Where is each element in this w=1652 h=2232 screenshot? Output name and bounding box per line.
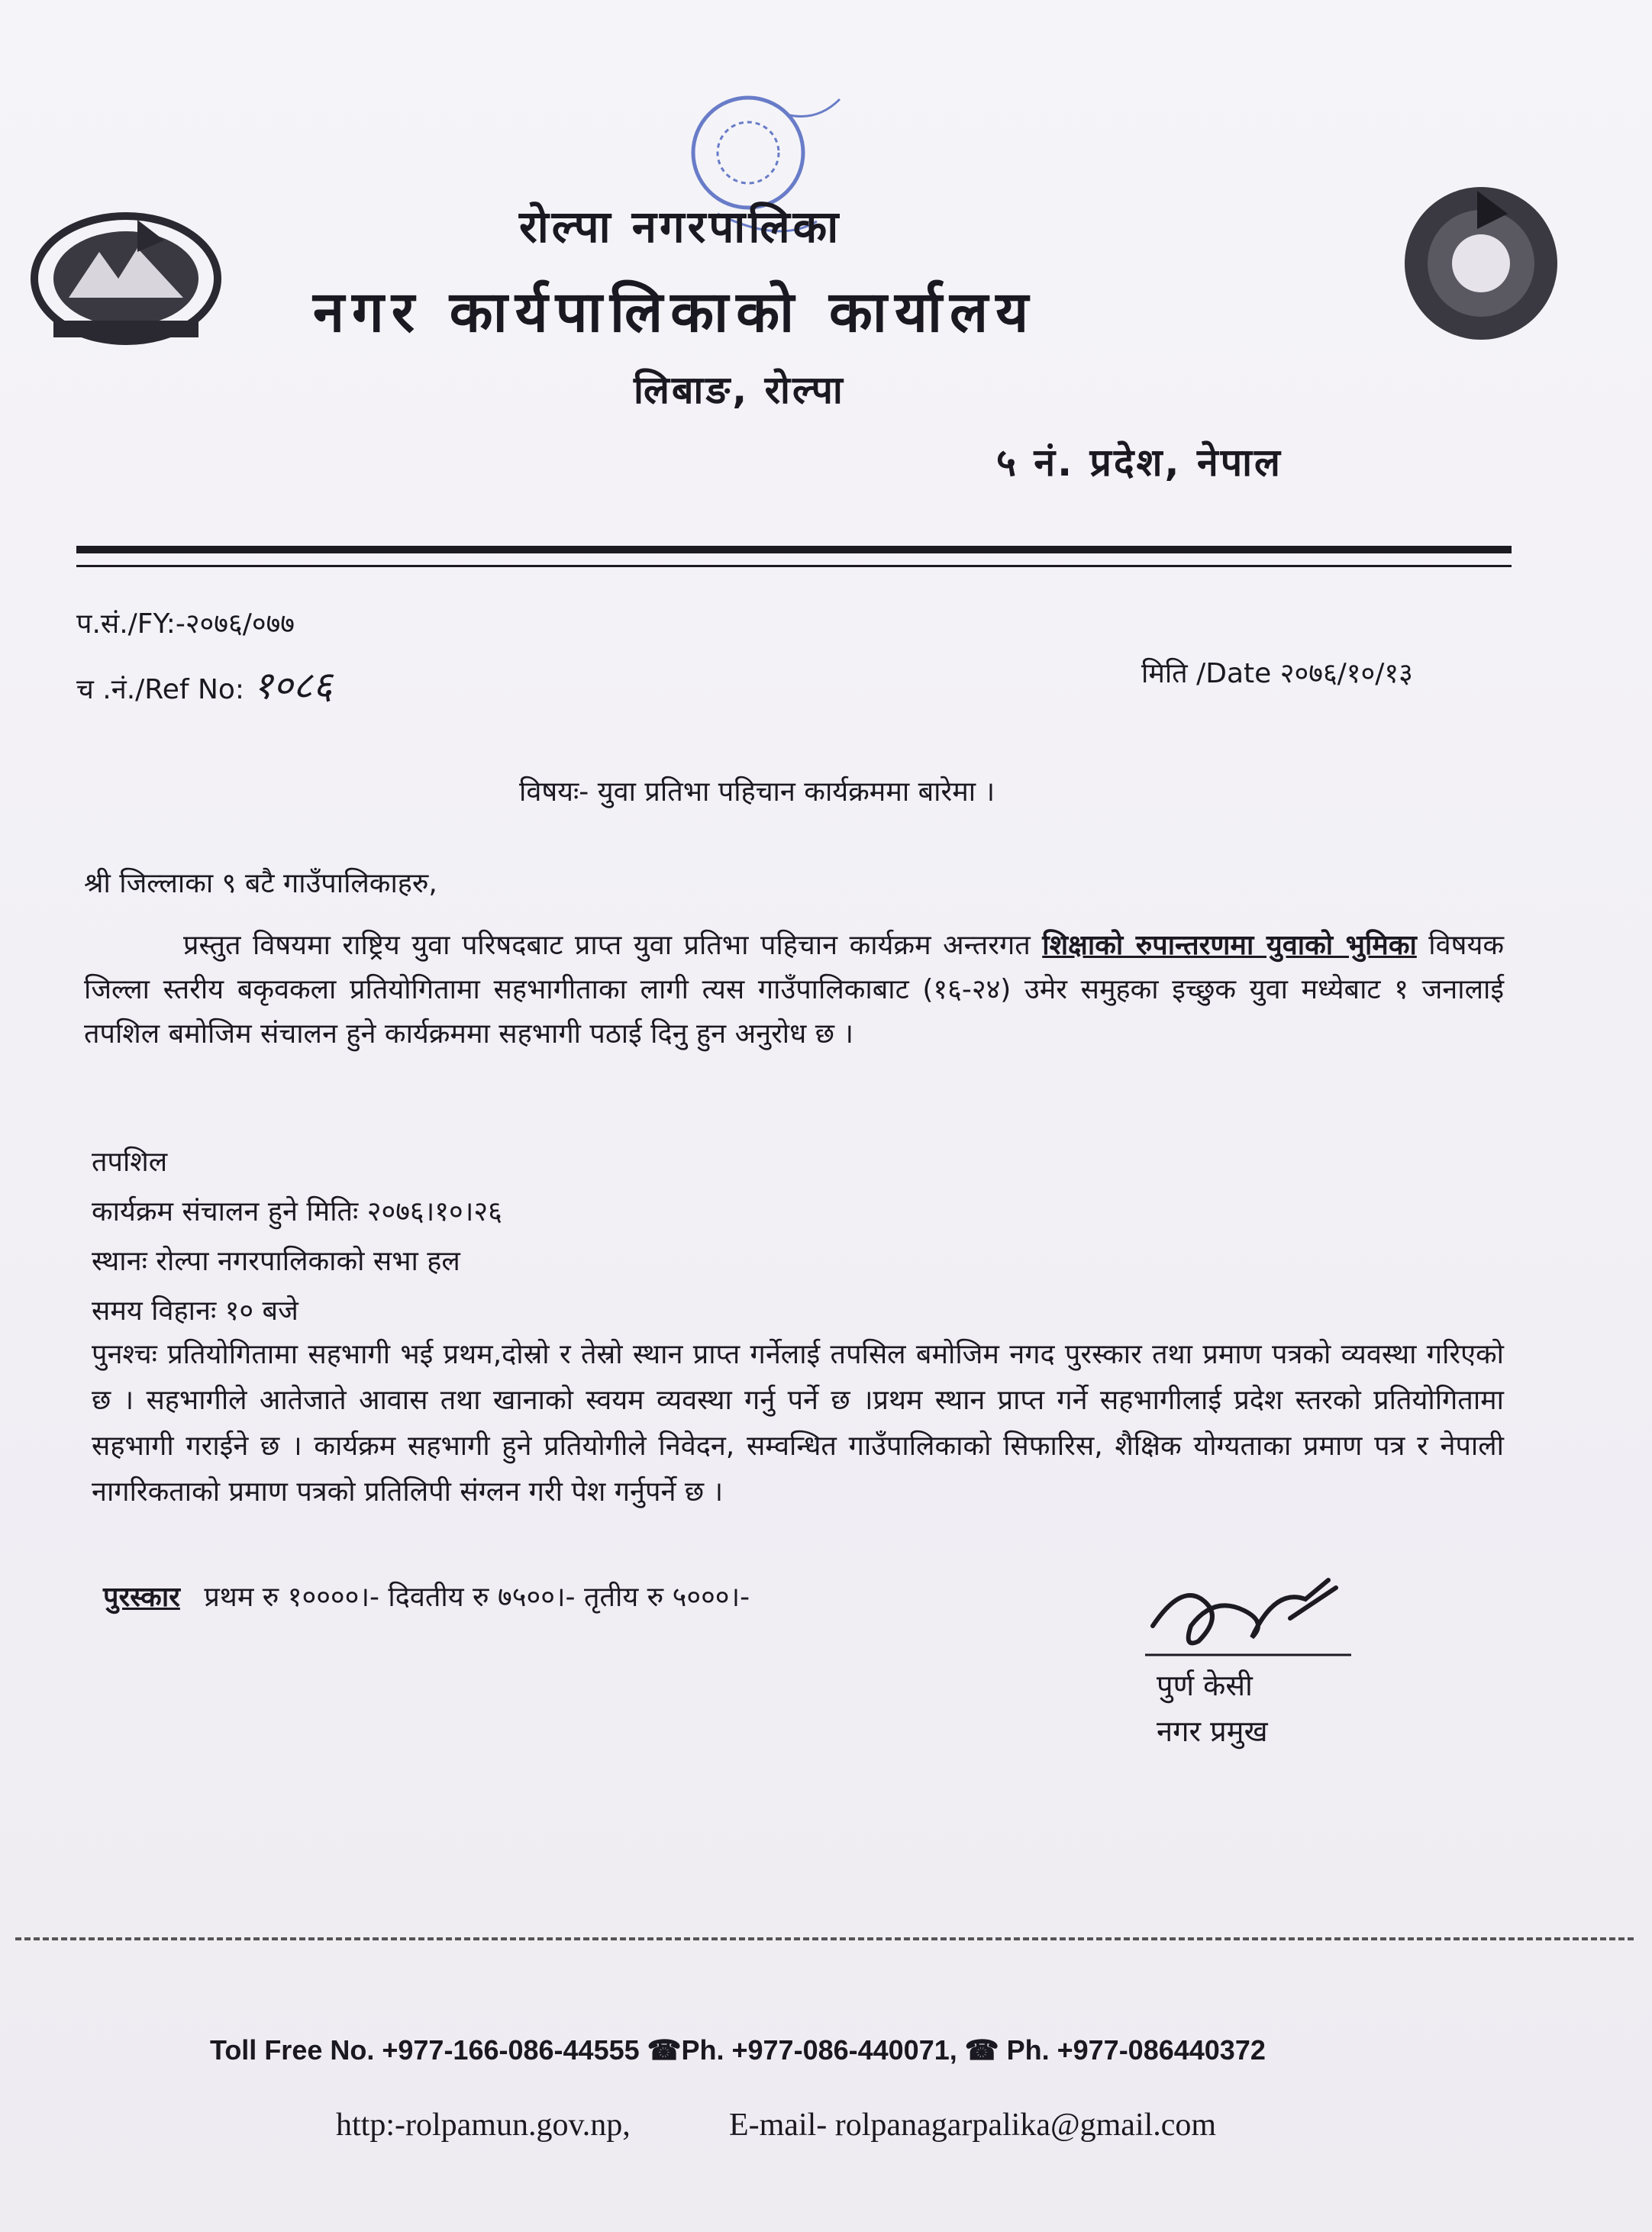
prize-line: [103, 1576, 750, 1619]
date-label: मिति /Date: [1141, 658, 1272, 689]
footer-email: E-mail- rolpanagarpalika@gmail.com: [729, 2108, 1217, 2143]
municipality-name: रोल्पा नगरपालिका: [519, 201, 842, 253]
nepal-emblem-logo: [23, 206, 229, 351]
office-name: नगर कार्यपालिकाको कार्यालय: [313, 279, 1037, 345]
body-paragraph: [84, 924, 1504, 1056]
signatory-title: नगर प्रमुख: [1157, 1714, 1268, 1748]
letter-date: [1141, 653, 1413, 695]
prize-amounts: प्रथम रु १००००।- दिवतीय रु ७५००।- तृतीय रु ५०००।-: [204, 1582, 750, 1613]
ref-label: च .नं./Ref No:: [76, 674, 245, 705]
footer-divider: [15, 1937, 1634, 1940]
letter-subject: विषयः- युवा प्रतिभा पहिचान कार्यक्रममा बारेमा ।: [519, 776, 995, 808]
program-topic: शिक्षाको रुपान्तरणमा युवाको भुमिका: [1042, 930, 1417, 961]
footer-phone-numbers: Toll Free No. +977-166-086-44555 ☎Ph. +977-086-440071, ☎ Ph. +977-086440372: [210, 2034, 1266, 2066]
office-location: लिबाङ, रोल्पा: [634, 368, 845, 412]
province-label: ५ नं. प्रदेश, नेपाल: [996, 440, 1283, 485]
handwritten-signature: [1137, 1557, 1359, 1664]
footer-website: http:-rolpamun.gov.np,: [336, 2108, 631, 2143]
program-venue: स्थानः रोल्पा नगरपालिकाको सभा हल: [92, 1246, 460, 1277]
signatory-name: पुर्ण केसी: [1157, 1669, 1253, 1702]
date-value: २०७६/१०/१३: [1279, 658, 1413, 689]
ref-handwritten-value: १०८६: [253, 663, 333, 708]
salutation: श्री जिल्लाका ९ बटै गाउँपालिकाहरु,: [84, 868, 437, 899]
paragraph-part-b: विषयक जिल्ला स्तरीय बकृवकला प्रतियोगितामा सहभागीताका लागी त्यस गाउँपालिकाबाट (१६-२४) उमेर समुहका इच्छुक युवा मध्येबाट १ जनालाई तपशिल बमोजिम संचालन हुने कार्यक्रममा सहभागी पठाई दिनु हुन अनुरोध छ ।: [84, 930, 1504, 1050]
header-rule-thick: [76, 546, 1512, 553]
reference-number: [76, 664, 333, 711]
prize-label: पुरस्कार: [103, 1582, 180, 1613]
municipality-logo: [1393, 183, 1569, 344]
details-heading: तपशिल: [92, 1147, 168, 1178]
header-rule-thin: [76, 565, 1512, 567]
paragraph-part-a: प्रस्तुत विषयमा राष्ट्रिय युवा परिषदबाट प्राप्त युवा प्रतिभा पहिचान कार्यक्रम अन्तरगत: [183, 930, 1043, 961]
program-date: कार्यक्रम संचालन हुने मितिः २०७६।१०।२६: [92, 1196, 502, 1227]
fiscal-year: प.सं./FY:-२०७६/०७७: [76, 608, 295, 640]
program-time: समय विहानः १० बजे: [92, 1295, 298, 1327]
postscript-paragraph: पुनश्चः प्रतियोगितामा सहभागी भई प्रथम,दोस्रो र तेस्रो स्थान प्राप्त गर्नेलाई तपसिल बमोजिम नगद पुरस्कार तथा प्रमाण पत्रको व्यवस्था गरिएको छ । सहभागीले आतेजाते आवास तथा खानाको स्वयम व्यवस्था गर्नु पर्ने छ ।प्रथम स्थान प्राप्त गर्ने सहभागीलाई प्रदेश स्तरको प्रतियोगितामा सहभागी गराईने छ । कार्यक्रम सहभागी हुने प्रतियोगीले निवेदन, सम्वन्धित गाउँपालिकाको सिफारिस, शैक्षिक योग्यताका प्रमाण पत्र र नेपाली नागरिकताको प्रमाण पत्रको प्रतिलिपी संग्लन गरी पेश गर्नुपर्ने छ ।: [92, 1339, 1504, 1508]
